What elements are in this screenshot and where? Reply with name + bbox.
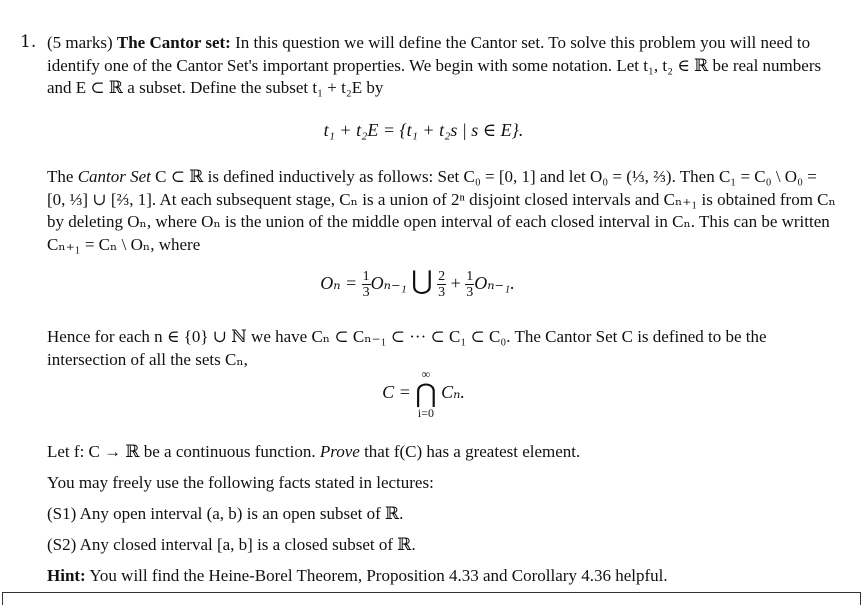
eq2-frac1-den: 3 [362,285,370,301]
eq2-frac3-num: 1 [466,269,474,285]
eq3-upper-limit: ∞ [421,367,431,381]
intro-text: In this question we will define the Cantor set. To solve this problem you will need to identify one of the Cantor Set's important properties. We begin with some notation. Let t₁, t₂ ∈ ℝ be real numbers and E ⊂ ℝ a subset. Define the subset t₁ + t₂E by [47,33,822,97]
eq3-lhs: C = [382,382,411,403]
intersection-paragraph [47,326,837,371]
equation-cantor-intersection [0,368,855,426]
eq3-big-intersection [415,368,436,420]
equation-recursive-open-set [0,268,849,308]
eq2-lhs: Oₙ = [320,273,358,293]
fact-s2: (S2) Any closed interval [a, b] is a closed subset of ℝ. [47,535,416,554]
task-lead: Let f: C → ℝ be a continuous function. [47,442,316,461]
eq2-fraction-2 [437,269,446,300]
facts-intro: You may freely use the following facts stated in lectures: [47,473,434,492]
question-number: 1. [20,32,37,52]
eq3-intersection-symbol: ⋂ [415,379,437,408]
intersection-text: Hence for each n ∈ {0} ∪ ℕ we have Cₙ ⊂ Cₙ₋₁ ⊂ ··· ⊂ C₁ ⊂ C₀. The Cantor Set C is defined to be the intersection of all the sets Cₙ, [47,327,767,369]
task-text: that f(C) has a greatest element. [364,442,581,461]
cantor-term: Cantor Set [77,167,151,186]
question-title: The Cantor set: [116,33,231,52]
cantor-definition-paragraph [47,166,837,256]
marks-label: (5 marks) [47,33,113,52]
eq3-lower-limit: i=0 [417,406,434,420]
hint-text: You will find the Heine-Borel Theorem, Proposition 4.33 and Corollary 4.36 helpful. [89,566,668,585]
eq2-frac2-den: 3 [438,285,446,301]
task-prove: Prove [319,442,360,461]
eq2-frac2-num: 2 [438,269,446,285]
answer-box [2,592,861,605]
hint [47,566,668,586]
fact-s1: (S1) Any open interval (a, b) is an open subset of ℝ. [47,504,404,523]
eq2-frac1-num: 1 [362,269,370,285]
hint-label: Hint: [47,566,86,585]
cantor-definition-text: C ⊂ ℝ is defined inductively as follows: Set C₀ = [0, 1] and let O₀ = (⅓, ⅔). Then C₁ = C₀ \ O₀ = [0, ⅓] ∪ [⅔, 1]. At each subsequent stage, Cₙ is a union of 2ⁿ disjoint closed intervals and Cₙ₊₁ is obtained from Cₙ by deleting Oₙ, where Oₙ is the union of the middle open interval of each closed interval in Cₙ. This can be written Cₙ₊₁ = Cₙ \ Oₙ, where [47,167,836,254]
eq2-fraction-1 [362,269,371,300]
eq3-rhs: Cₙ. [441,382,465,403]
equation-subset-definition [0,120,855,141]
eq2-term-1: Oₙ₋₁ [370,273,407,293]
eq2-frac3-den: 3 [466,285,474,301]
eq2-plus: + [450,273,461,293]
equation-1-text: t₁ + t₂E = {t₁ + t₂s | s ∈ E}. [323,120,524,140]
task-statement [47,442,580,462]
eq2-term-2: Oₙ₋₁. [474,273,515,293]
cantor-lead: The [47,167,74,186]
eq2-fraction-3 [465,269,474,300]
intro-paragraph [47,32,837,100]
eq2-union-symbol: ⋃ [411,266,433,295]
